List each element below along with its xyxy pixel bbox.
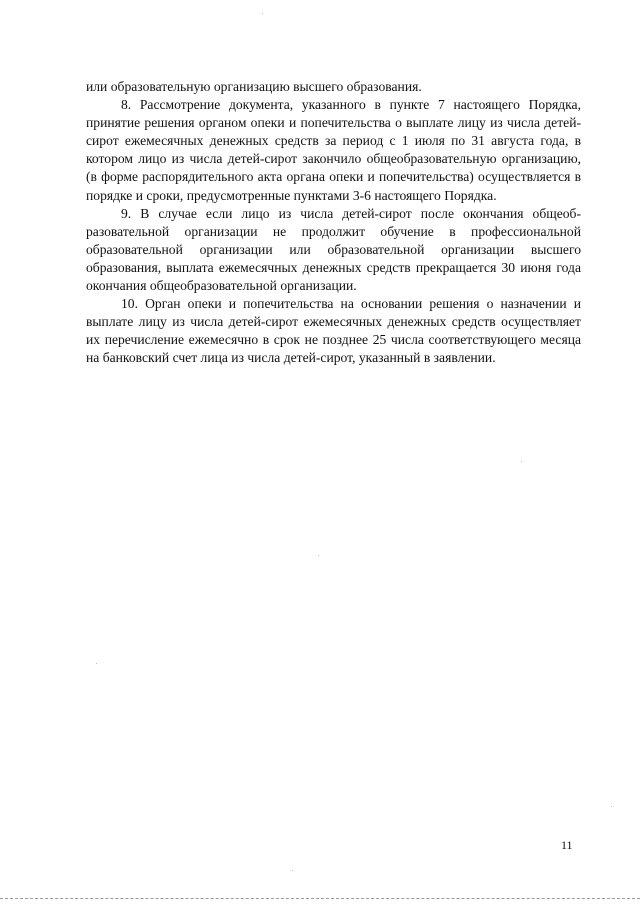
paragraph-item-10: 10. Орган опеки и попечительства на основании решения о назначении и выплате лицу из числа детей-сирот ежемесячных денежных средств осуществляет их перечисление ежемесячно в срок не позднее 25 числа соответствующего месяца на банковский счет лица из числа детей-сирот, указанный в заявлении. <box>86 296 581 366</box>
document-body <box>86 78 581 368</box>
paragraph-item-9: 9. В случае если лицо из числа детей-сирот после окончания общеобразовательной организации не продолжит обучение в профессиональной образовательной организации или образовательной организации высшего образования, выплата ежемесячных денежных средств прекращается 30 июня года окончания общеобразовательной организации. <box>86 205 581 294</box>
scan-speck <box>521 461 522 462</box>
scan-edge-line <box>0 898 640 899</box>
paragraph-item-8: 8. Рассмотрение документа, указанного в пункте 7 настоящего Порядка, принятие решения органом опеки и попечительства о выплате лицу из числа детей-сирот ежемесячных денежных средств за период с 1 июля по 31 августа года, в котором лицо из числа детей-сирот закончило общеобразовательную организацию, (в форме распорядительного акта органа опеки и попечительства) осуществляется в порядке и сроки, предусмотренные пунктами 3-6 настоящего Порядка. <box>86 97 581 203</box>
scan-speck <box>262 13 263 14</box>
scan-speck <box>292 870 293 871</box>
scan-speck <box>318 555 319 556</box>
scan-speck <box>611 806 612 807</box>
page-number: 11 <box>561 838 573 852</box>
paragraph-continuation: или образовательную организацию высшего образования. <box>86 79 422 94</box>
scan-speck <box>96 663 97 664</box>
